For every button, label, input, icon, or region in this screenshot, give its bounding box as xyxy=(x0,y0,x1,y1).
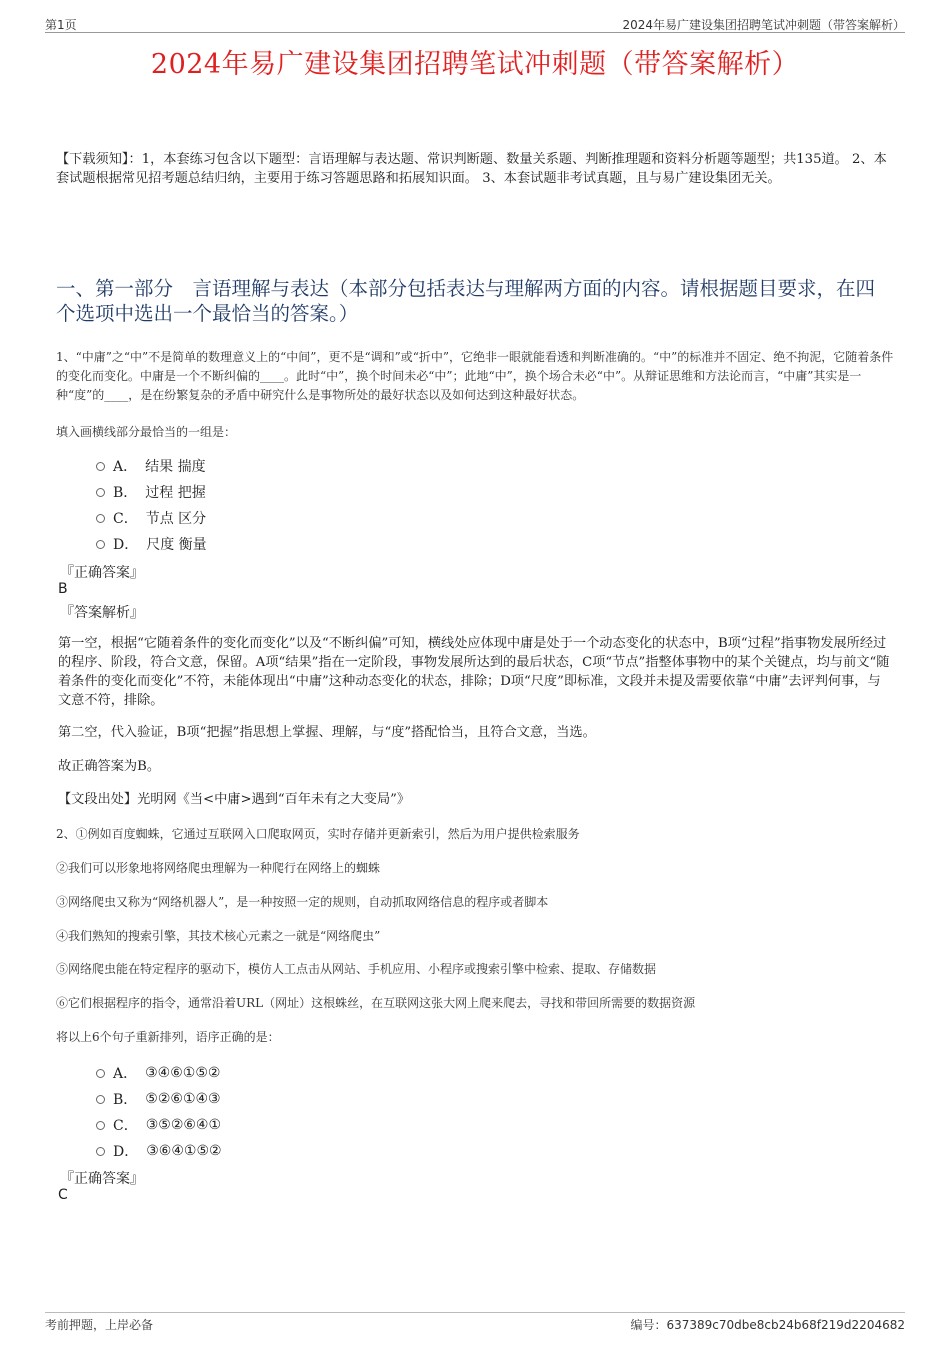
document-code: 编号：637389c70dbe8cb24b68f219d2204682 xyxy=(630,1318,905,1332)
option-text: 结果 揣度 xyxy=(145,459,206,475)
option-c[interactable] xyxy=(96,1112,222,1138)
question-2-sentence-3: ③网络爬虫又称为“网络机器人”，是一种按照一定的规则，自动抓取网络信息的程序或者脚本 xyxy=(56,895,549,909)
question-2-options xyxy=(96,1060,222,1164)
header-doc-title: 2024年易广建设集团招聘笔试冲刺题（带答案解析） xyxy=(622,18,905,32)
option-c[interactable] xyxy=(96,505,207,531)
option-text: ③④⑥①⑤② xyxy=(145,1065,221,1081)
analysis-paragraph-2: 第二空，代入验证，B项“把握”指思想上掌握、理解，与“度”搭配恰当，且符合文意，当选。 xyxy=(58,725,596,740)
option-a[interactable] xyxy=(96,1060,222,1086)
question-2-prompt: 将以上6个句子重新排列，语序正确的是： xyxy=(56,1030,280,1044)
option-letter: B． xyxy=(113,1092,138,1108)
question-2-sentence-2: ②我们可以形象地将网络爬虫理解为一种爬行在网络上的蜘蛛 xyxy=(56,861,381,875)
correct-answer: B xyxy=(58,581,68,597)
option-text: ③⑥④①⑤② xyxy=(146,1143,222,1159)
option-letter: C． xyxy=(113,1118,138,1134)
document-title: 2024年易广建设集团招聘笔试冲刺题（带答案解析） xyxy=(150,49,800,80)
question-2-sentence-4: ④我们熟知的搜索引擎，其技术核心元素之一就是“网络爬虫” xyxy=(56,929,381,943)
page-header xyxy=(45,14,905,33)
download-notice: 【下载须知】：1，本套练习包含以下题型：言语理解与表达题、常识判断题、数量关系题、判断推理题和资料分析题等题型；共135道。 2、本套试题根据常见招考题总结归纳，主要用于练习答题思路和拓展知识面。 3、本套试题非考试真题，且与易广建设集团无关。 xyxy=(56,152,887,186)
radio-icon[interactable] xyxy=(96,1069,105,1078)
question-2-sentence-6: ⑥它们根据程序的指令，通常沿着URL（网址）这根蛛丝，在互联网这张大网上爬来爬去，寻找和带回所需要的数据资源 xyxy=(56,996,696,1010)
section-heading: 一、第一部分 言语理解与表达（本部分包括表达与理解两方面的内容。请根据题目要求，在四个选项中选出一个最恰当的答案。） xyxy=(56,277,876,325)
analysis-paragraph-1: 第一空，根据“它随着条件的变化而变化”以及“不断纠偏”可知，横线处应体现中庸是处于一个动态变化的状态中，B项“过程”指事物发展所经过的程序、阶段，符合文意，保留。A项“结果”指在一定阶段，事物发展所达到的最后状态，C项“节点”指整体事物中的某个关键点，均与前文“随着条件的变化而变化”不符，未能体现出“中庸”这种动态变化的状态，排除；D项“尺度”即标准，文段并未提及需要依靠“中庸”去评判何事，与文意不符，排除。 xyxy=(58,636,890,708)
analysis-label: 『答案解析』 xyxy=(60,605,144,621)
option-letter: B． xyxy=(113,485,138,501)
question-1-options xyxy=(96,453,207,557)
option-text: ⑤②⑥①④③ xyxy=(145,1091,221,1107)
analysis-paragraph-3: 故正确答案为B。 xyxy=(58,759,161,774)
option-b[interactable] xyxy=(96,479,207,505)
footer-slogan: 考前押题，上岸必备 xyxy=(45,1318,154,1332)
radio-icon[interactable] xyxy=(96,1095,105,1104)
option-letter: D． xyxy=(113,1144,139,1160)
radio-icon[interactable] xyxy=(96,1147,105,1156)
option-a[interactable] xyxy=(96,453,207,479)
option-letter: C． xyxy=(113,511,138,527)
question-1-text: 1、“中庸”之“中”不是简单的数理意义上的“中间”，更不是“调和”或“折中”，它绝非一眼就能看透和判断准确的。“中”的标准并不固定、绝不拘泥，它随着条件的变化而变化。中庸是一个不断纠偏的____。此时“中”，换个时间未必“中”；此地“中”，换个场合未必“中”。从辩证思维和方法论而言，“中庸”其实是一种“度”的____，是在纷繁复杂的矛盾中研究什么是事物所处的最好状态以及如何达到这种最好状态。 xyxy=(56,350,894,402)
source-citation: 【文段出处】光明网《当<中庸>遇到“百年未有之大变局”》 xyxy=(58,792,411,807)
radio-icon[interactable] xyxy=(96,1121,105,1130)
radio-icon[interactable] xyxy=(96,488,105,497)
correct-answer: C xyxy=(58,1187,68,1203)
option-text: 尺度 衡量 xyxy=(146,537,207,553)
question-2-sentence-5: ⑤网络爬虫能在特定程序的驱动下，模仿人工点击从网站、手机应用、小程序或搜索引擎中检索、提取、存储数据 xyxy=(56,962,657,976)
option-d[interactable] xyxy=(96,1138,222,1164)
option-text: 过程 把握 xyxy=(145,485,206,501)
radio-icon[interactable] xyxy=(96,540,105,549)
page-number: 第1页 xyxy=(45,18,77,32)
page-footer xyxy=(45,1312,905,1332)
answer-label: 『正确答案』 xyxy=(60,1171,144,1187)
option-text: ③⑤②⑥④① xyxy=(145,1117,222,1133)
option-letter: A． xyxy=(113,459,138,475)
radio-icon[interactable] xyxy=(96,462,105,471)
radio-icon[interactable] xyxy=(96,514,105,523)
question-1-prompt: 填入画横线部分最恰当的一组是： xyxy=(56,425,237,439)
question-2-sentence-1: 2、①例如百度蜘蛛，它通过互联网入口爬取网页，实时存储并更新索引，然后为用户提供检索服务 xyxy=(56,827,580,841)
option-b[interactable] xyxy=(96,1086,222,1112)
option-letter: D． xyxy=(113,537,139,553)
answer-label: 『正确答案』 xyxy=(60,565,144,581)
option-text: 节点 区分 xyxy=(145,511,207,527)
option-d[interactable] xyxy=(96,531,207,557)
option-letter: A． xyxy=(113,1066,138,1082)
